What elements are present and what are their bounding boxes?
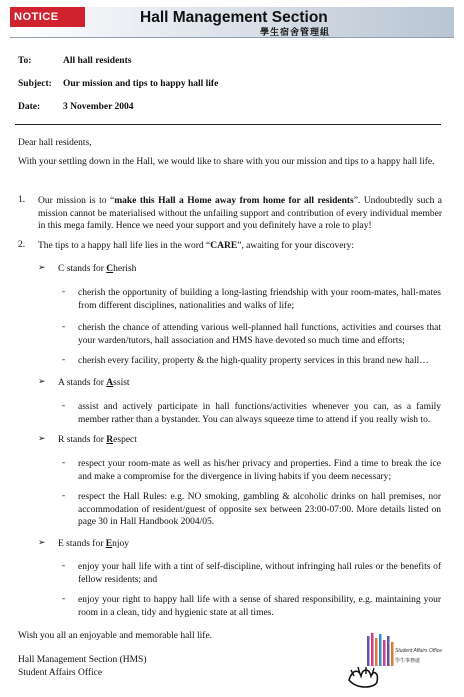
mission-statement: make this Hall a Home away from home for all residents — [114, 196, 354, 206]
dash-bullet: - — [62, 401, 66, 411]
subject-value: Our mission and tips to happy hall life — [63, 79, 219, 89]
header-banner — [10, 7, 454, 38]
care-r-initial: R — [106, 435, 114, 445]
closing-wish: Wish you all an enjoyable and memorable hall life. — [18, 631, 213, 641]
care-e-heading — [58, 538, 129, 551]
arrow-bullet-icon: ➢ — [38, 377, 46, 387]
care-e-initial: E — [105, 539, 113, 549]
tips-paragraph — [38, 240, 442, 253]
care-e-point-1: enjoy your hall life with a tint of self-discipline, without infringing hall rules or the benefits of fellow residents; and — [78, 562, 441, 585]
care-e-rest: njoy — [112, 539, 129, 549]
care-c-rest: herish — [113, 264, 137, 274]
care-c-point-1: cherish the opportunity of building a long-lasting friendship with your room-mates, hall-mates from different disciplines, nationalities and walks of life; — [78, 288, 441, 311]
dash-bullet: - — [62, 491, 66, 501]
dash-bullet: - — [62, 322, 66, 332]
salutation: Dear hall residents, — [18, 138, 92, 148]
mission-paragraph — [38, 195, 442, 233]
care-a-initial: A — [106, 378, 114, 388]
mission-text-b: ”. Undoubtedly such a mission cannot be materialised without the unfailing support and contribution of every individual member in this mega family. Hence we need your support and you definitely have a role to play! — [38, 196, 443, 231]
banner-title: Hall Management Section — [140, 9, 328, 26]
care-a-point-1: assist and actively participate in hall functions/activities whenever you can, as a family member rather than a bystander. You can always squeeze time to attend if you really wish to. — [78, 402, 441, 425]
to-label: To: — [18, 56, 32, 66]
care-r-point-1: respect your room-mate as well as his/her privacy and properties. Find a time to break the ice and make a compromise for the divergence in living habits if you deem necessary; — [78, 459, 441, 482]
signature-line-2: Student Affairs Office — [18, 668, 103, 678]
care-e-prefix: E stands for — [58, 539, 106, 549]
care-r-rest: espect — [113, 435, 137, 445]
arrow-bullet-icon: ➢ — [38, 538, 46, 548]
date-value: 3 November 2004 — [63, 102, 134, 112]
dash-bullet: - — [62, 594, 66, 604]
care-a-rest: ssist — [113, 378, 130, 388]
care-c-prefix: C stands for — [58, 264, 107, 274]
to-value: All hall residents — [63, 56, 132, 66]
banner-chinese-title: 學生宿舍管理組 — [260, 28, 331, 38]
dash-bullet: - — [62, 458, 66, 468]
care-word: CARE — [210, 241, 238, 251]
item2-number: 2. — [18, 240, 26, 250]
arrow-bullet-icon: ➢ — [38, 263, 46, 273]
care-c-heading — [58, 263, 136, 276]
intro-paragraph: With your settling down in the Hall, we would like to share with you our mission and tips to a happy hall life. — [18, 157, 435, 167]
tips-text-b: ”, awaiting for your discovery: — [237, 241, 355, 251]
notice-badge: NOTICE — [10, 7, 85, 27]
dash-bullet: - — [62, 355, 66, 365]
tips-text-a: The tips to a happy hall life lies in the word “ — [38, 241, 211, 251]
care-c-point-2: cherish the chance of attending various well-planned hall functions, activities and courses that your warden/tutors, hall association and HMS have devoted so much time and efforts; — [78, 323, 441, 346]
care-c-point-3: cherish every facility, property & the high-quality property services in this brand new hall… — [78, 356, 429, 366]
date-label: Date: — [18, 102, 41, 112]
dash-bullet: - — [62, 287, 66, 297]
logo-english-text: Student Affairs Office — [395, 648, 443, 654]
care-r-prefix: R stands for — [58, 435, 107, 445]
item1-number: 1. — [18, 195, 26, 205]
arrow-bullet-icon: ➢ — [38, 434, 46, 444]
dash-bullet: - — [62, 561, 66, 571]
logo-chinese-text: 學生事務處 — [395, 658, 421, 664]
mission-text-a: Our mission is to “ — [38, 196, 115, 206]
care-e-point-2: enjoy your right to happy hall life with a sense of shared responsibility, e.g. maintaining your room in a clean, tidy and hygienic state at all times. — [78, 595, 441, 618]
subject-label: Subject: — [18, 79, 52, 89]
signature-line-1: Hall Management Section (HMS) — [18, 655, 147, 665]
care-a-prefix: A stands for — [58, 378, 107, 388]
care-r-point-2: respect the Hall Rules: e.g. NO smoking, gambling & alcoholic drinks on hall premises, nor accommodation of resident/guest of opposite sex between 23:00-07:00. More details listed on page 30 in Hall Handbook 2004/05. — [78, 492, 441, 527]
care-a-heading — [58, 377, 130, 390]
care-c-initial: C — [106, 264, 114, 274]
care-r-heading — [58, 434, 137, 447]
header-divider — [15, 124, 441, 125]
